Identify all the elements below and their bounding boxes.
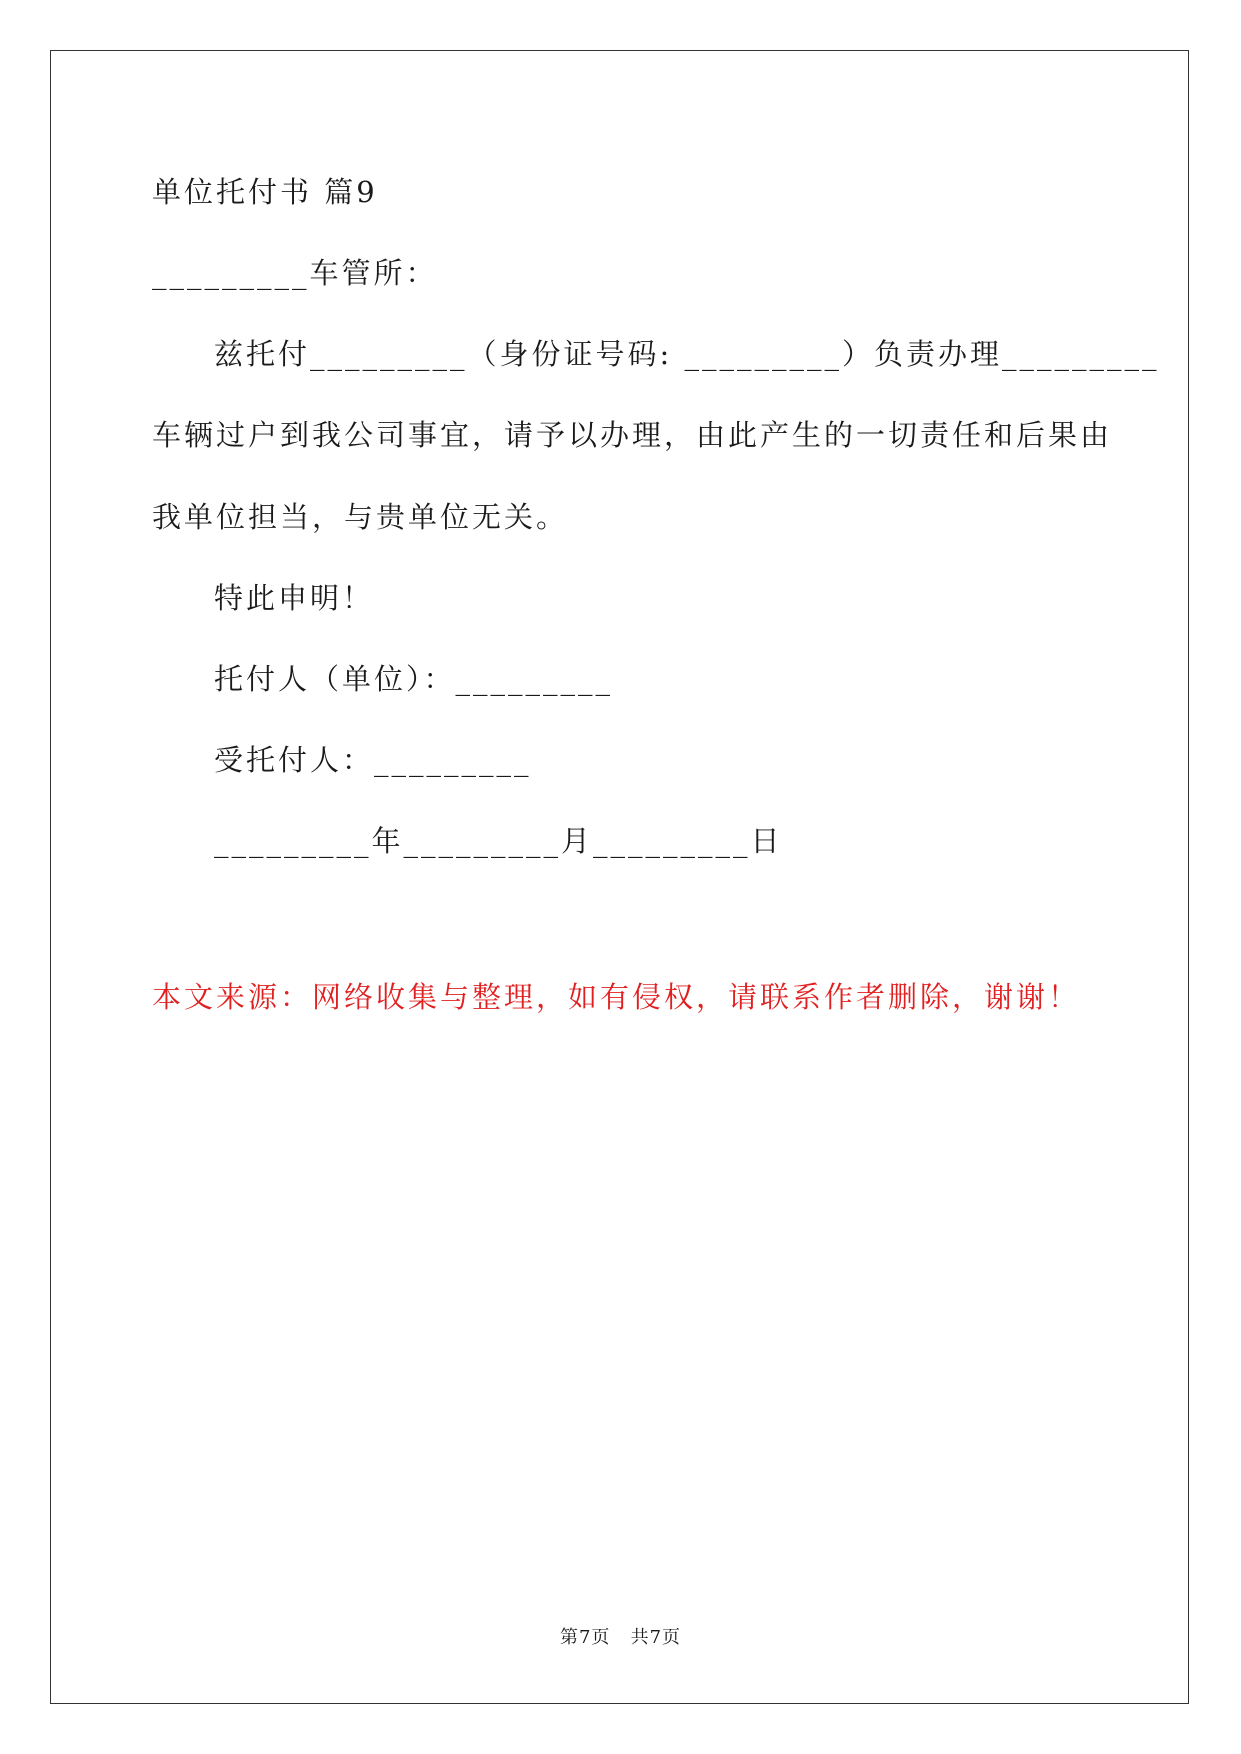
agent-line: 受托付人：_________ (214, 743, 532, 777)
source-note: 本文来源：网络收集与整理，如有侵权，请联系作者删除，谢谢！ (152, 980, 1081, 1014)
page-footer: 第7页 共7页 (559, 1627, 682, 1648)
page-frame (50, 50, 1189, 1704)
body-line-3: 我单位担当，与贵单位无关。 (152, 500, 569, 534)
date-line: _________年_________月_________日 (214, 824, 783, 858)
principal-line: 托付人（单位）：_________ (214, 662, 614, 696)
body-line-2: 车辆过户到我公司事宜，请予以办理，由此产生的一切责任和后果由 (152, 418, 1113, 452)
document-title: 单位托付书 篇9 (152, 175, 378, 209)
body-line-1: 兹托付_________（身份证号码: _________）负责办理_________ (214, 337, 1160, 371)
declaration: 特此申明！ (214, 581, 375, 615)
address-line: _________车管所： (152, 256, 438, 290)
